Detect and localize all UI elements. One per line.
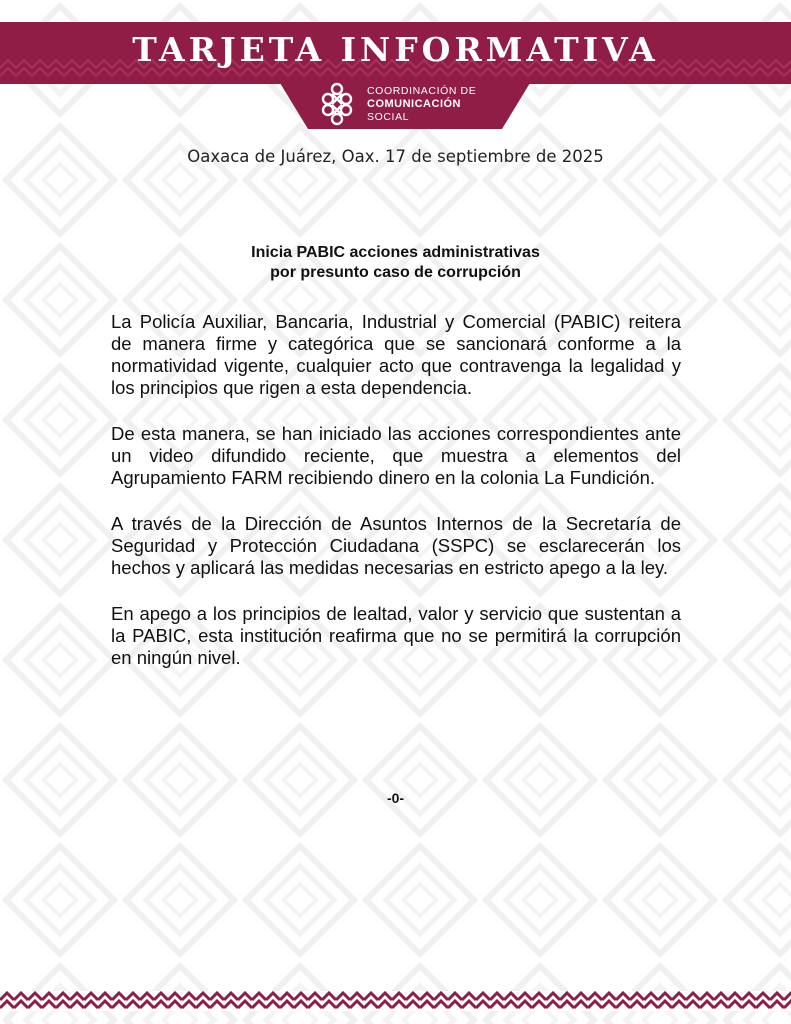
page-title: TARJETA INFORMATIVA <box>132 30 659 69</box>
org-line-3: SOCIAL <box>367 111 410 123</box>
paragraph: De esta manera, se han iniciado las acciones correspondientes ante un video difundido reciente, que muestra a elementos del Agrupamiento FARM recibiendo dinero en la colonia La Fundición. <box>111 423 681 488</box>
paragraph: En apego a los principios de lealtad, valor y servicio que sustentan a la PABIC, esta institución reafirma que no se permitirá la corrupción en ningún nivel. <box>111 603 681 668</box>
closing-mark: -0- <box>386 790 405 806</box>
headline-line-2: por presunto caso de corrupción <box>270 264 521 281</box>
footer-ornament <box>0 991 791 1011</box>
knot-emblem-icon <box>318 82 356 126</box>
headline-line-1: Inicia PABIC acciones administrativas <box>251 244 540 261</box>
paragraph: La Policía Auxiliar, Bancaria, Industrial y Comercial (PABIC) reitera de manera firme y categórica que se sancionará conforme a la normatividad vigente, cualquier acto que contravenga la legalidad y los principios que rigen a esta dependencia. <box>111 311 681 398</box>
org-line-1: COORDINACIÓN DE <box>367 85 477 97</box>
place-date: Oaxaca de Juárez, Oax. 17 de septiembre de 2025 <box>187 147 604 166</box>
headline <box>0 243 791 283</box>
paragraph: A través de la Dirección de Asuntos Internos de la Secretaría de Seguridad y Protección Ciudadana (SSPC) se esclarecerán los hechos y aplicará las medidas necesarias en estricto apego a la ley. <box>111 513 681 578</box>
org-line-2: COMUNICACIÓN <box>367 98 461 110</box>
body-text <box>111 311 681 693</box>
organization-name <box>367 85 476 124</box>
